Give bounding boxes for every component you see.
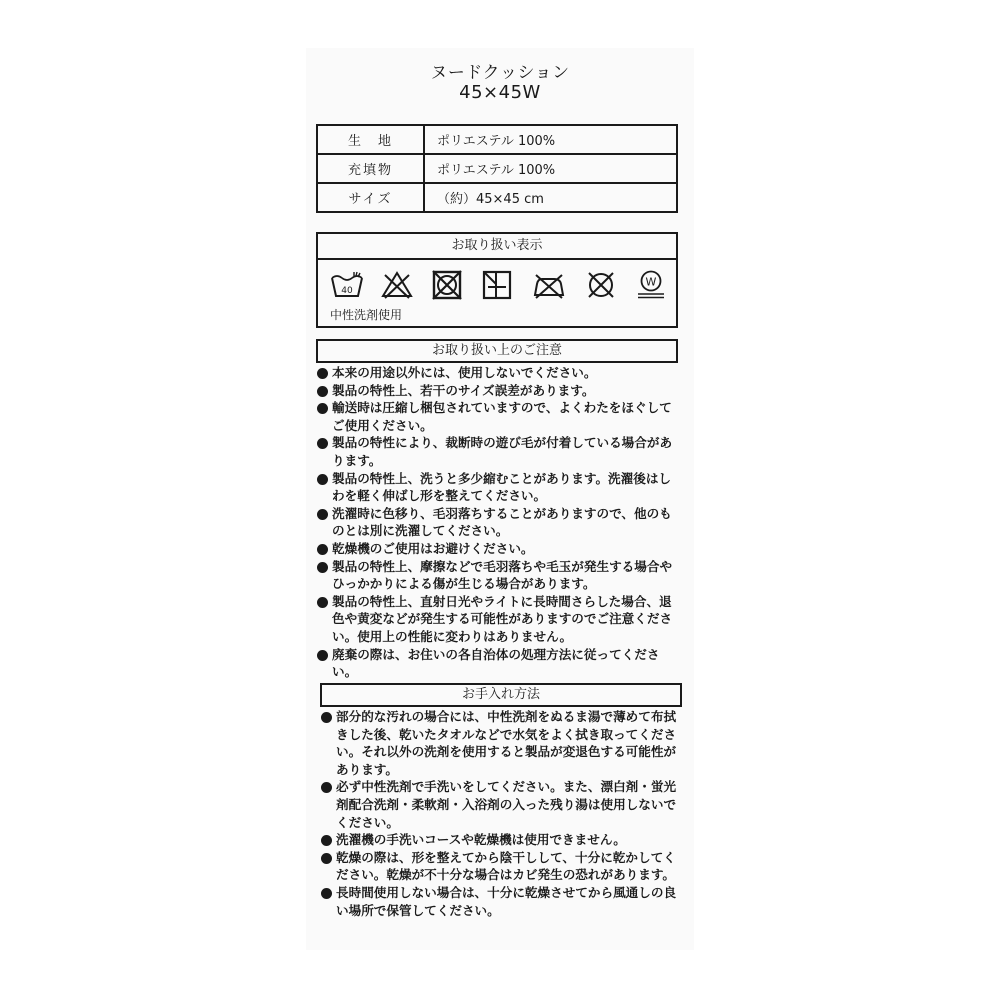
list-item: 製品の特性上、摩擦などで毛羽落ちや毛玉が発生する場合やひっかかりによる傷が生じる場合があります。 [316, 558, 682, 593]
spec-value: （約）45×45 cm [424, 183, 677, 212]
spec-key: 生 地 [317, 125, 424, 154]
spec-table [316, 124, 678, 213]
line-dry-shade-icon [480, 270, 514, 300]
care-icons-row [318, 260, 676, 306]
spec-key: 充填物 [317, 154, 424, 183]
spec-value: ポリエステル 100% [424, 154, 677, 183]
care-method-list [320, 708, 684, 919]
no-bleach-icon [380, 270, 414, 300]
spec-value: ポリエステル 100% [424, 125, 677, 154]
spec-row-filling [317, 154, 677, 183]
care-note: 中性洗剤使用 [330, 308, 403, 322]
list-item: 廃棄の際は、お住いの各自治体の処理方法に従ってください。 [316, 646, 682, 681]
list-item: 製品の特性上、洗うと多少縮むことがあります。洗濯後はしわを軽く伸ばし形を整えてください。 [316, 470, 682, 505]
no-iron-icon [532, 270, 566, 300]
care-method-heading: お手入れ方法 [320, 683, 682, 707]
product-name: ヌードクッション [430, 63, 570, 83]
list-item: 製品の特性上、若干のサイズ誤差があります。 [316, 382, 682, 400]
spec-row-size [317, 183, 677, 212]
wash-temp-label: 40 [341, 286, 353, 296]
list-item: 必ず中性洗剤で手洗いをしてください。また、漂白剤・蛍光剤配合洗剤・柔軟剤・入浴剤の入った残り湯は使用しないでください。 [320, 778, 684, 831]
list-item: 洗濯時に色移り、毛羽落ちすることがありますので、他のものとは別に洗濯してください。 [316, 505, 682, 540]
wet-clean-icon [634, 270, 668, 300]
list-item: 洗濯機の手洗いコースや乾燥機は使用できません。 [320, 831, 684, 849]
spec-row-fabric [317, 125, 677, 154]
list-item: 輸送時は圧縮し梱包されていますので、よくわたをほぐしてご使用ください。 [316, 399, 682, 434]
list-item: 長時間使用しない場合は、十分に乾燥させてから風通しの良い場所で保管してください。 [320, 884, 684, 919]
care-symbols-heading: お取り扱い表示 [318, 234, 676, 260]
cautions-list [316, 364, 682, 681]
no-dry-clean-icon [584, 270, 618, 300]
care-symbols-box [316, 232, 678, 328]
list-item: 製品の特性により、裁断時の遊び毛が付着している場合があります。 [316, 434, 682, 469]
cautions-heading: お取り扱い上のご注意 [316, 339, 678, 363]
product-size-title: 45×45W [459, 82, 541, 103]
hand-wash-40-icon [330, 270, 364, 300]
no-tumble-dry-icon [430, 270, 464, 300]
list-item: 乾燥機のご使用はお避けください。 [316, 540, 682, 558]
wet-clean-letter: W [645, 275, 657, 289]
list-item: 乾燥の際は、形を整えてから陰干しして、十分に乾かしてください。乾燥が不十分な場合はカビ発生の恐れがあります。 [320, 849, 684, 884]
list-item: 製品の特性上、直射日光やライトに長時間さらした場合、退色や黄変などが発生する可能性がありますのでご注意ください。使用上の性能に変わりはありません。 [316, 593, 682, 646]
list-item: 本来の用途以外には、使用しないでください。 [316, 364, 682, 382]
spec-key: サイズ [317, 183, 424, 212]
list-item: 部分的な汚れの場合には、中性洗剤をぬるま湯で薄めて布拭きした後、乾いたタオルなどで水気をよく拭き取ってください。それ以外の洗剤を使用すると製品が変退色する可能性があります。 [320, 708, 684, 778]
